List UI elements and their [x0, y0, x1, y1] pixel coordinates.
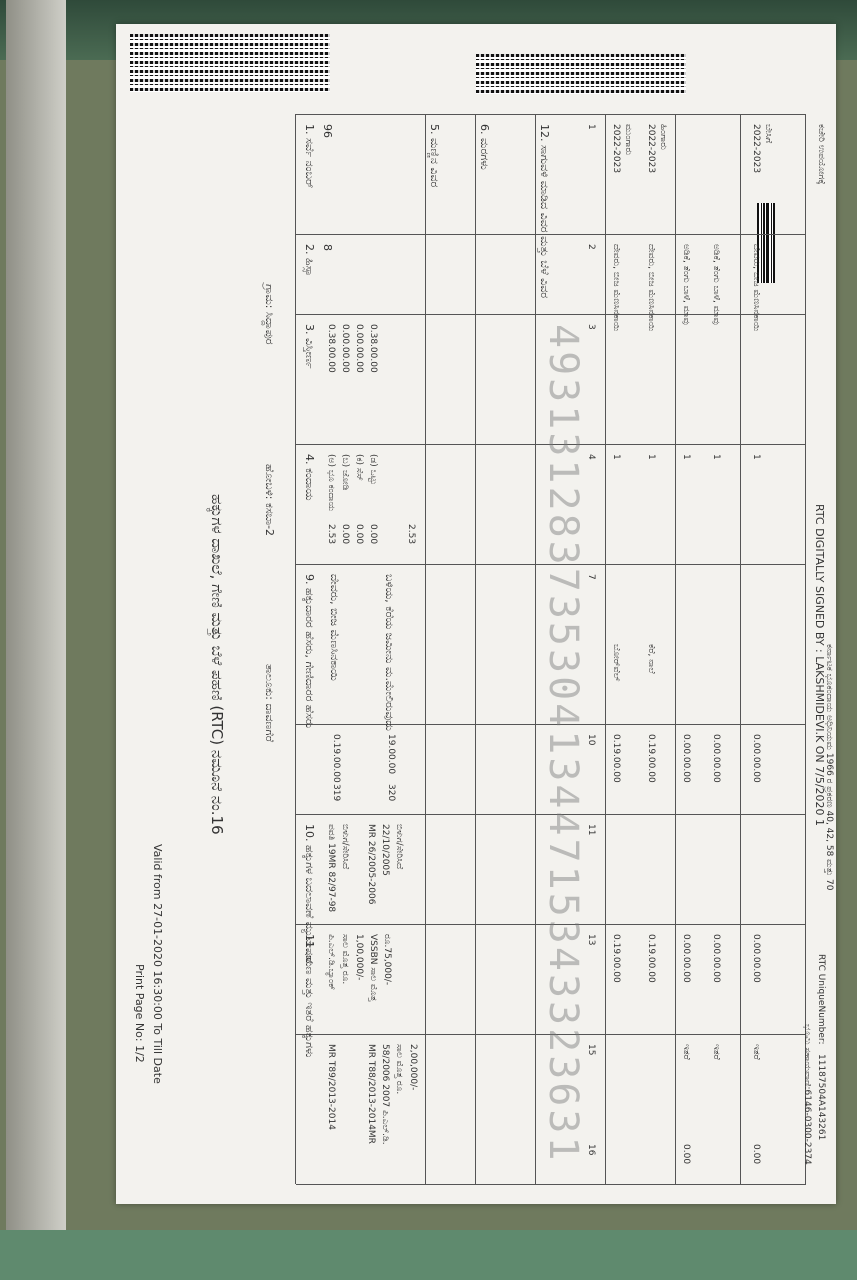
- qr-code-2: [476, 54, 686, 94]
- crop-row-irrigated: ಇತರೆ: [751, 1044, 761, 1060]
- crop-row-area: 0.19.00.00: [611, 734, 621, 783]
- crop-row-year: 2022-2023: [751, 124, 761, 174]
- crop-row-area: 0.00.00.00: [751, 734, 761, 783]
- owner-name: ಬಳಿಯ, ಕೆರೆಯ ಜಮೀನು ಮ.ಮೇಲಿರುವುದು: [383, 574, 396, 731]
- kharab-label: (ಕ) ಸೆಸ್: [354, 454, 364, 481]
- owner-mr: 320: [386, 784, 396, 802]
- row-label-area: 3. ವಿಸ್ತೀರ್ಣ: [303, 324, 316, 369]
- revenue-value: 2.53: [326, 524, 336, 545]
- crop-row-season: ಬೇಸಿಗೆ: [763, 124, 773, 144]
- row-label-revenue: 4. ಕಂದಾಯ: [303, 454, 316, 501]
- loan-entry: VSSBN ಸಾಲ ಮೊತ್ತ: [368, 934, 378, 1002]
- kharab-label: (ಅ) ಭೂ ಕಂದಾಯ: [326, 454, 336, 512]
- loan-entry: 1,00,000/-: [354, 934, 364, 981]
- col-number: 3: [586, 324, 596, 330]
- print-page-number: Print Page No: 1/2: [133, 964, 146, 1063]
- background-bottom: [0, 1230, 857, 1280]
- loan-entry: ಸಾಲ ಮೊತ್ತ ರೂ.: [340, 934, 350, 985]
- revenue-value: 0.00: [340, 524, 350, 545]
- crop-row-source: ಕೆರೆ, ನಾಲೆ: [646, 644, 656, 674]
- qr-code: [130, 34, 330, 92]
- crop-row-irrigated: ಇತರೆ: [711, 1044, 721, 1060]
- col-number: 16: [586, 1144, 596, 1156]
- unique-number-label: RTC UniqueNumber:: [816, 954, 826, 1045]
- crop-row-year: 2022-2023: [646, 124, 656, 174]
- crop-row-crop: ದೇವರು, ಬೀಜ ಮೆಣಸಿನಕಾಯಿ: [751, 244, 761, 332]
- valid-from: Valid from 27-01-2020 16:30:00 To Till Date: [151, 844, 164, 1084]
- grid-vline: [296, 314, 806, 315]
- crop-row-area2: 0.19.00.00: [646, 934, 656, 983]
- revenue-value: 0.00: [354, 524, 364, 545]
- crop-section-title: 12. ಸಾಗುವಳಿ ಮಾಡಿದ ವಿವರ ಮತ್ತು ಬೆಳೆ ವಿವರ: [538, 124, 551, 299]
- area-value: 0.38.00.00: [368, 324, 378, 373]
- crop-row-area2: 0.00.00.00: [681, 934, 691, 983]
- col-number: 1: [586, 124, 596, 130]
- kharab-label: (ಬ) ಜೋಡಿ: [340, 454, 350, 491]
- document-title: ಹಕ್ಕುಗಳ ದಾಖಲೆ, ಗೇಣಿ ಮತ್ತು ಬೆಳೆ ಪಹಣಿ (RTC) ನಮೂನೆ ನಂ.16: [208, 494, 226, 835]
- underlying-page-edge: [6, 0, 66, 1280]
- revenue-value: 0.00: [368, 524, 378, 545]
- loan-entry: MR T88/2013-2014MR: [366, 1044, 376, 1144]
- crop-row-area2: 0.00.00.00: [711, 934, 721, 983]
- crop-row-count: 1: [751, 454, 761, 460]
- crop-row-crop: ಅಡಿಕೆ, ತೆಂಗು ಬಾಳೆ, ಮಾವು: [711, 244, 721, 325]
- crop-row-year: 2022-2023: [611, 124, 621, 174]
- village-name: ಗ್ರಾಮ: ಸಿದ್ದಾಪುರ: [263, 284, 276, 345]
- loan-entry: ಪಿ.ಎಲ್.ಡಿ.ಬ್ಯಾಂಕ್: [326, 934, 336, 991]
- owner-name: ದೇವರು, ಬೀಜ ಮೆಣಸಿನಕಾಯಿ: [328, 574, 341, 681]
- crop-row-crop: ದೇವರು, ಬೀಜ ಮೆಣಸಿನಕಾಯಿ: [646, 244, 656, 332]
- mutation-entry: ಪವತಿ 19MR 82/97-98: [326, 824, 336, 913]
- grid-hline: [475, 114, 476, 1184]
- unique-number: 11187504A143261: [816, 1054, 826, 1141]
- table-right-border: [296, 1184, 806, 1185]
- survey-number: 96: [321, 124, 334, 138]
- crop-row-source: ಬೋರ್‌ವೆಲ್: [611, 644, 621, 682]
- loan-section-title: 11. ಋಣ ಮತ್ತು ಇತರೆ ಹಕ್ಕುಗಳು: [303, 934, 316, 1058]
- crop-row-crop: ಅಡಿಕೆ, ತೆಂಗು ಬಾಳೆ, ಮಾವು: [681, 244, 691, 325]
- crop-row-area2: 0.00.00.00: [751, 934, 761, 983]
- digital-signature: RTC DIGITALLY SIGNED BY : LAKSHMIDEVI.K ON 7/5/2020 1: [813, 504, 826, 827]
- grid-vline: [296, 234, 806, 235]
- loan-entry: ಸಾಲ ಮೊತ್ತ ರೂ.: [394, 1044, 404, 1095]
- crop-row-crop: ದೇವರು, ಬೀಜ ಮೆಣಸಿನಕಾಯಿ: [611, 244, 621, 332]
- office-note: ಕಚೇರಿ ಉಪಯೋಗಕ್ಕೆ: [816, 124, 826, 185]
- mutation-entry: ಬಿಳುಗ/ಸೇರಿಸಿದೆ: [340, 824, 350, 870]
- row-label-hissa: 2. ಹಿಸ್ಸಾ: [303, 244, 316, 277]
- mutation-entry: 22/10/2005: [380, 824, 390, 876]
- grid-hline: [740, 114, 741, 1184]
- loan-entry: 58/2006 2007 ಪಿ.ಎಲ್.ಡಿ.: [380, 1044, 390, 1145]
- mutation-section-title: 10. ಹಕ್ಕುಗಳ ಬದಲಾವಣೆ ಮ್ಯುಟೇಷನ್: [303, 824, 316, 966]
- crop-row-count: 1: [681, 454, 691, 460]
- area-value: 0.38.00.00: [326, 324, 336, 373]
- grid-hline: [605, 114, 606, 1184]
- mutation-entry: MR 26/2005-2006: [366, 824, 376, 905]
- table-top-border: [295, 114, 296, 1184]
- crop-row-area: 0.00.00.00: [711, 734, 721, 783]
- grid-hline: [425, 114, 426, 1184]
- area-value: 0.00.00.00: [340, 324, 350, 373]
- grid-hline: [535, 114, 536, 1184]
- col-number: 4: [586, 454, 596, 460]
- crop-row-area: 0.19.00.00: [646, 734, 656, 783]
- mutation-entry: ಬಿಳುಗ/ಸೇರಿಸಿದೆ: [394, 824, 404, 870]
- col-number: 10: [586, 734, 596, 746]
- taluk-name: ತಾಲೂಕು: ದಾವಣಗೆರೆ: [263, 664, 276, 743]
- crop-row-count: 1: [646, 454, 656, 460]
- row-label-soil: 5. ಮಣ್ಣಿನ ವಿವರ: [428, 124, 441, 188]
- owner-area: 0.19.00.00: [331, 734, 341, 783]
- crop-row-irrigated: ಇತರೆ: [681, 1044, 691, 1060]
- crop-row-season: ಮುಂಗಾರು: [623, 124, 633, 156]
- owner-area: 19.00.00: [386, 734, 396, 775]
- area-value: 0.00.00.00: [354, 324, 364, 373]
- grid-hline: [675, 114, 676, 1184]
- hissa-number: 8: [321, 244, 334, 251]
- loan-entry: MR T89/2013-2014: [326, 1044, 336, 1130]
- col-number: 15: [586, 1044, 596, 1056]
- owner-section-title: 9. ಹಕ್ಕುದಾರರ ಹೆಸರು, ಗೇಣಿದಾರರ ಹೆಸರು: [303, 574, 316, 729]
- crop-row-count: 1: [611, 454, 621, 460]
- revenue-total: 2.53: [406, 524, 416, 545]
- loan-entry: ರೂ.75,000/-: [382, 934, 392, 986]
- rtc-document: [116, 24, 836, 1204]
- hobli-name: ಹೋಬಳಿ: ಕಸಬಾ-2: [263, 464, 276, 537]
- kharab-label: (ಡ) ಒಟ್ಟು: [368, 454, 378, 486]
- col-number: 11: [586, 824, 596, 836]
- extra-value: 0.00: [751, 1144, 761, 1165]
- crop-row-count: 1: [711, 454, 721, 460]
- col-number: 2: [586, 244, 596, 250]
- row-label-survey: 1. ಸರ್ವೆ ನಂಬರ್: [303, 124, 316, 189]
- loan-entry: 2,00,000/-: [408, 1044, 418, 1091]
- helpline: ಭೂಮಿ ಸಹಾಯವಾಣಿ:6146-0300-2374: [802, 1024, 812, 1165]
- extra-value: 0.00: [681, 1144, 691, 1165]
- table-left-border: [296, 114, 806, 115]
- owner-mr: 319: [331, 784, 341, 802]
- col-number: 7: [586, 574, 596, 580]
- col-number: 13: [586, 934, 596, 946]
- crop-row-season: ಹಿಂಗಾರು: [658, 124, 668, 150]
- crop-row-area2: 0.19.00.00: [611, 934, 621, 983]
- row-label-trees: 6. ಮರಗಳು: [478, 124, 491, 170]
- act-note: ಕರ್ನಾಟಕ ಭೂಕಂದಾಯ ಅಧಿನಿಯಮ 1966 ರ ಪ್ರಕರಣ 40, 42, 58 ಮತ್ತು 70: [824, 644, 834, 891]
- crop-row-area: 0.00.00.00: [681, 734, 691, 783]
- watermark-number: 4931312837353041344715343323631: [540, 324, 586, 1164]
